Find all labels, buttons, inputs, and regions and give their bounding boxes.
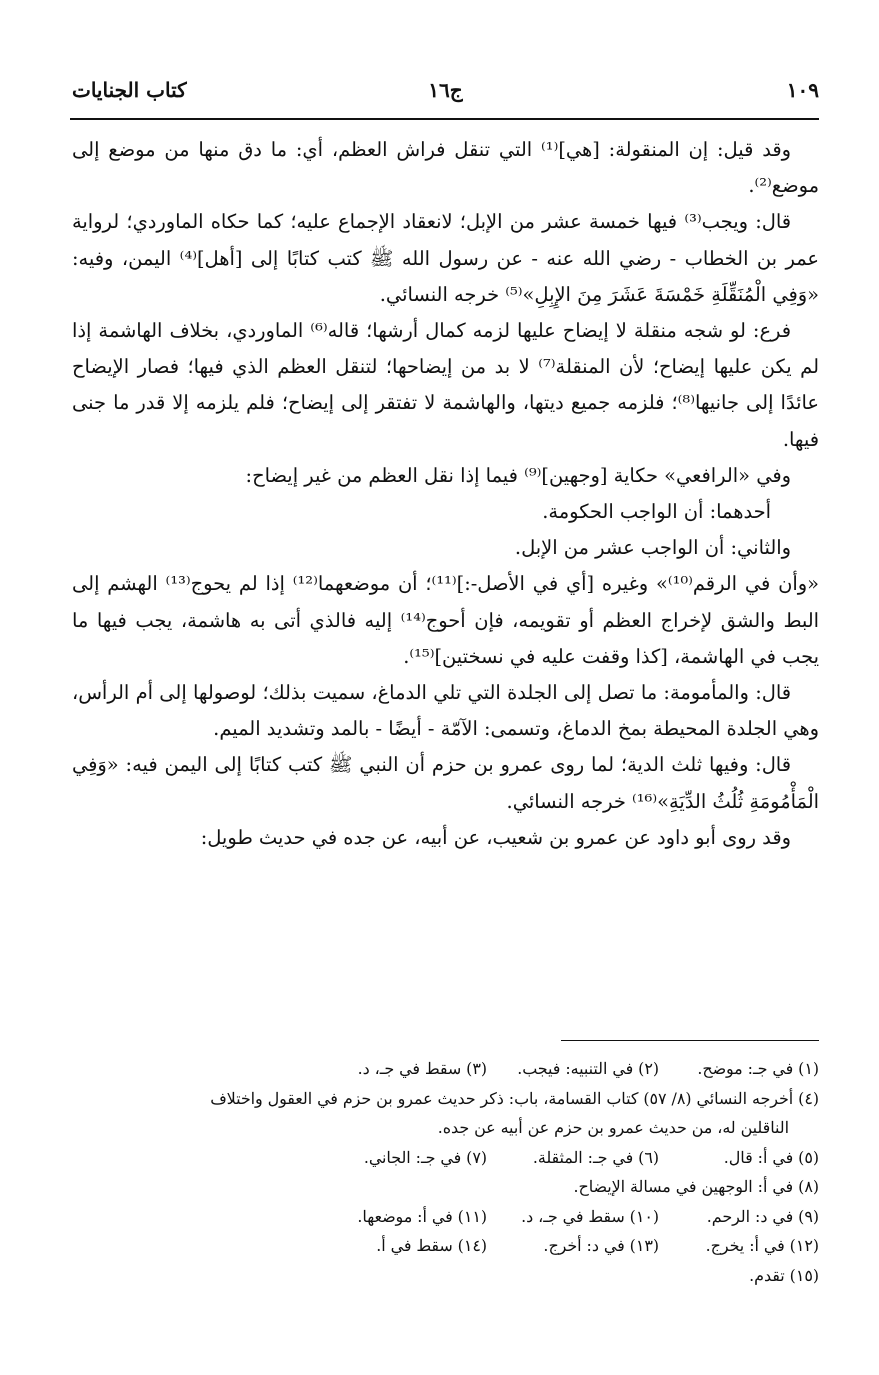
footnote: (١١) في أ: موضعها.: [357, 1206, 487, 1226]
footnote-rule: [561, 1040, 819, 1041]
footnote-row: [59, 1143, 819, 1173]
volume-number: ج١٦: [428, 78, 463, 102]
footnote-row: [59, 1084, 819, 1114]
footnote-row: [59, 1231, 819, 1261]
paragraph: وقد قيل: إن المنقولة: [هي]⁽¹⁾ التي تنقل فراش العظم، أي: ما دق منها من موضع إلى موضع⁽²⁾.: [72, 138, 819, 198]
paragraph: وقد روى أبو داود عن عمرو بن شعيب، عن أبيه، عن جده في حديث طويل:: [200, 825, 791, 849]
paragraph: وفي «الرافعي» حكاية [وجهين]⁽⁹⁾ فيما إذا نقل العظم من غير إيضاح:: [245, 463, 791, 487]
footnote-row: [59, 1202, 819, 1232]
footnote: (٨) في أ: الوجهين في مسالة الإيضاح.: [573, 1177, 819, 1196]
paragraph: والثاني: أن الواجب عشر من الإبل.: [514, 536, 791, 560]
footnote: (١٠) سقط في جـ، د.: [521, 1206, 659, 1226]
paragraph: «وأن في الرقم⁽¹⁰⁾» وغيره [أي في الأصل-:]⁽¹¹⁾؛ أن موضعهما⁽¹²⁾ إذا لم يحوج⁽¹³⁾ الهشم إلى البط والشق لإخراج العظم أو تقويمه، فإن أحوج⁽¹⁴⁾ إليه فالذي أتى به هاشمة، يجب فيها ما يجب في الهاشمة، [كذا وقفت عليه في نسختين]⁽¹⁵⁾.: [72, 572, 820, 668]
footnote-row: [59, 1054, 819, 1084]
footnote: (٣) سقط في جـ، د.: [357, 1059, 487, 1078]
header-rule: [70, 118, 819, 120]
footnote: (١٥) تقدم.: [749, 1265, 819, 1285]
page-number: ١٠٩: [786, 78, 819, 102]
footnote: (٧) في جـ: الجاني.: [363, 1147, 487, 1167]
footnote: (٤) أخرجه النسائي (٨/ ٥٧) كتاب القسامة، باب: ذكر حديث عمرو بن حزم في العقول واختلاف: [210, 1088, 819, 1108]
footnotes: [59, 1054, 819, 1290]
footnote: (١٢) في أ: يخرج.: [705, 1236, 819, 1255]
paragraph: قال: ويجب⁽³⁾ فيها خمسة عشر من الإبل؛ لانعقاد الإجماع عليه؛ كما حكاه الماوردي؛ لرواية عمر بن الخطاب - رضي الله عنه - عن رسول الله ﷺ كتب كتابًا إلى [أهل]⁽⁴⁾ اليمن، وفيه: «وَفِي الْمُنَقِّلَةِ خَمْسَةَ عَشَرَ مِنَ الإِبِلِ»⁽⁵⁾ خرجه النسائي.: [72, 210, 819, 306]
footnote: (٦) في جـ: المثقلة.: [532, 1147, 659, 1167]
paragraph: أحدهما: أن الواجب الحكومة.: [542, 500, 771, 524]
footnote: (٢) في التنبيه: فيجب.: [517, 1059, 659, 1078]
paragraph: قال: وفيها ثلث الدية؛ لما روى عمرو بن حزم أن النبي ﷺ كتب كتابًا إلى اليمن فيه: «وَفِي الْمَأْمُومَةِ ثُلُثُ الدِّيَةِ»⁽¹⁶⁾ خرجه النسائي.: [72, 753, 819, 813]
footnote-row: [59, 1113, 819, 1143]
main-text: [72, 132, 819, 856]
paragraph: قال: والمأمومة: ما تصل إلى الجلدة التي تلي الدماغ، سميت بذلك؛ لوصولها إلى أم الرأس، وهي الجلدة المحيطة بمخ الدماغ، وتسمى: الآمّة - أيضًا - بالمد وتشديد الميم.: [72, 681, 819, 741]
footnote: (١٣) في د: أخرج.: [543, 1236, 659, 1255]
footnote: (٥) في أ: قال.: [723, 1147, 819, 1167]
footnote-row: [59, 1261, 819, 1291]
footnote-row: [59, 1172, 819, 1202]
paragraph: فرع: لو شجه منقلة لا إيضاح عليها لزمه كمال أرشها؛ قاله⁽⁶⁾ الماوردي، بخلاف الهاشمة إذا لم يكن عليها إيضاح؛ لأن المنقلة⁽⁷⁾ لا بد من إيضاحها؛ لتنقل العظم الذي فيها؛ فصار الإيضاح عائدًا إلى جانيها⁽⁸⁾؛ فلزمه جميع ديتها، والهاشمة لا تفتقر إلى إيضاح؛ فلم يلزمه إلا قدر ما جنى فيها.: [72, 319, 819, 451]
book-title: كتاب الجنايات: [72, 78, 187, 102]
footnote: (١) في جـ: موضح.: [697, 1059, 819, 1078]
running-header: [72, 78, 819, 112]
footnote-continuation: الناقلين له، من حديث عمرو بن حزم عن أبيه عن جده.: [437, 1118, 789, 1137]
footnote: (١٤) سقط في أ.: [376, 1236, 487, 1255]
footnote: (٩) في د: الرحم.: [706, 1206, 819, 1226]
